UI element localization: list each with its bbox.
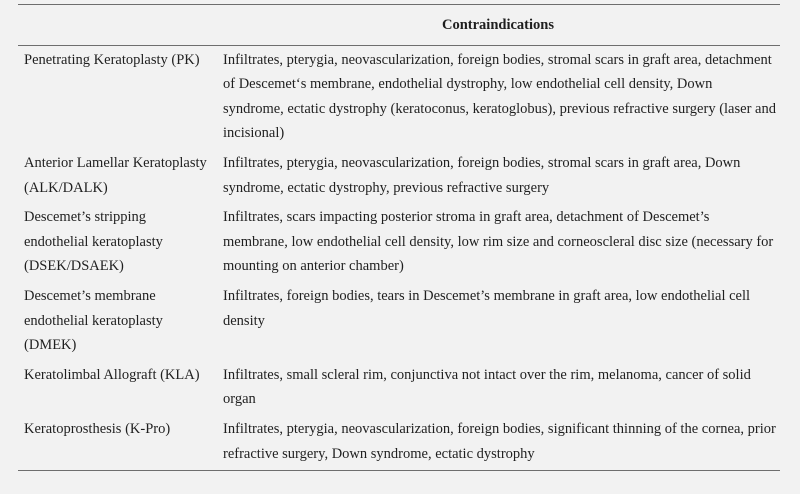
contraindications-cell: Infiltrates, pterygia, neovascularization, foreign bodies, significant thinning of the cornea, prior refractive surgery, Down syndrome, ectatic dystrophy: [216, 417, 780, 471]
procedure-cell: Descemet’s membrane endothelial keratoplasty (DMEK): [24, 287, 163, 354]
table-row: [18, 363, 780, 417]
contraindications-cell: Infiltrates, pterygia, neovascularization, foreign bodies, stromal scars in graft area, detachment of Descemet‘s membrane, endothelial dystrophy, low endothelial cell density, Down syndrome, ectatic dystrophy (keratoconus, keratoglobus), previous refractive surgery (laser and incisional): [223, 51, 776, 142]
procedure-cell: Anterior Lamellar Keratoplasty (ALK/DALK): [24, 154, 207, 196]
header-row: [18, 5, 780, 46]
procedure-column-header: [18, 5, 216, 46]
procedure-cell: Penetrating Keratoplasty (PK): [24, 51, 200, 68]
contraindications-cell: Infiltrates, foreign bodies, tears in Descemet’s membrane in graft area, low endothelial cell density: [223, 287, 751, 329]
contraindications-cell: Infiltrates, scars impacting posterior stroma in graft area, detachment of Descemet’s membrane, low endothelial cell density, low rim size and corneoscleral disc size (necessary for mounting on anterior chamber): [223, 209, 774, 275]
table-row: [18, 417, 780, 471]
table-row: [18, 284, 780, 363]
contraindications-column-header: Contraindications: [216, 5, 780, 46]
contraindications-table-container: [18, 4, 780, 471]
procedure-cell: Descemet’s stripping endothelial keratoplasty (DSEK/DSAEK): [24, 209, 163, 275]
contraindications-cell: Infiltrates, pterygia, neovascularization, foreign bodies, stromal scars in graft area, Down syndrome, ectatic dystrophy, previous refractive surgery: [223, 154, 741, 196]
table-row: [18, 151, 780, 205]
table-row: [18, 45, 780, 151]
procedure-cell: Keratolimbal Allograft (KLA): [24, 366, 200, 383]
table-row: [18, 205, 780, 284]
table-header: [18, 5, 780, 46]
contraindications-table: [18, 4, 780, 471]
table-body: [18, 45, 780, 471]
contraindications-cell: Infiltrates, small scleral rim, conjunctiva not intact over the rim, melanoma, cancer of solid organ: [223, 366, 751, 408]
procedure-cell: Keratoprosthesis (K-Pro): [18, 417, 216, 471]
